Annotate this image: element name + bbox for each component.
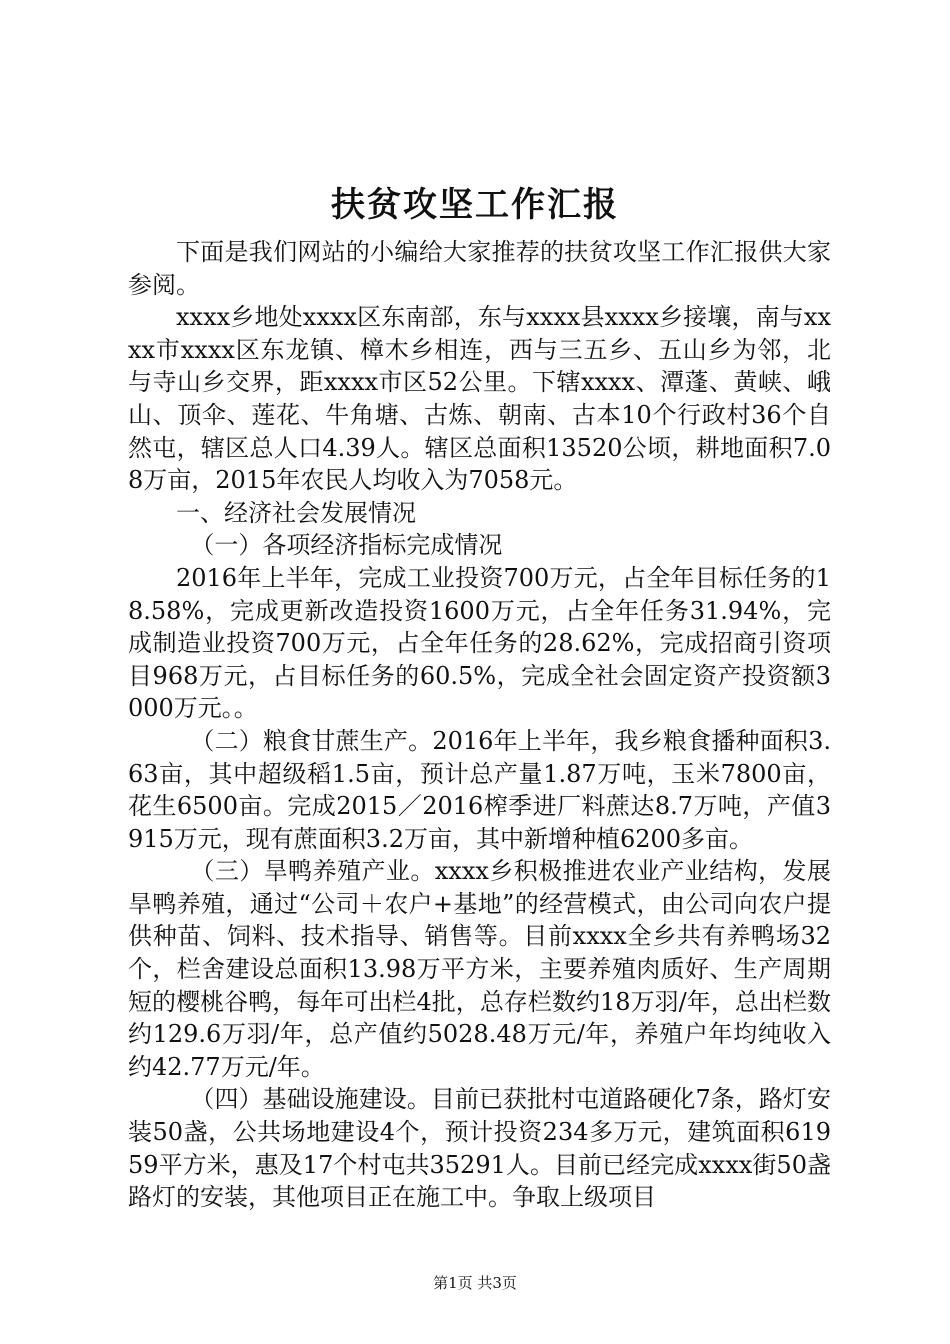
- duck-farming-paragraph: （三）旱鸭养殖产业。xxxx乡积极推进农业产业结构，发展旱鸭养殖，通过“公司＋农户+基地”的经营模式，由公司向农户提供种苗、饲料、技术指导、销售等。目前xxxx全乡共有养鸭场32个，栏舍建设总面积13.98万平方米，主要养殖肉质好、生产周期短的樱桃谷鸭，每年可出栏4批，总存栏数约18万羽/年，总出栏数约129.6万羽/年，总产值约5028.48万元/年，养殖户年均纯收入约42.77万元/年。: [128, 857, 831, 1081]
- intro-paragraph: 下面是我们网站的小编给大家推荐的扶贫攻坚工作汇报供大家参阅。: [128, 238, 831, 299]
- subsection-heading: （一）各项经济指标完成情况: [190, 531, 503, 560]
- document-body: [128, 236, 831, 1214]
- overview-paragraph: xxxx乡地处xxxx区东南部，东与xxxx县xxxx乡接壤，南与xxxx市xxxx区东龙镇、樟木乡相连，西与三五乡、五山乡为邻，北与寺山乡交界，距xxxx市区52公里。下辖xxxx、潭蓬、黄峡、峨山、顶伞、莲花、牛角塘、古炼、朝南、古本10个行政村36个自然屯，辖区总人口4.39人。辖区总面积13520公顷，耕地面积7.08万亩，2015年农民人均收入为7058元。: [128, 303, 831, 495]
- economic-indicators-paragraph: 2016年上半年，完成工业投资700万元，占全年目标任务的18.58%，完成更新改造投资1600万元，占全年任务31.94%，完成制造业投资700万元，占全年任务的28.62%，完成招商引资项目968万元，占目标任务的60.5%，完成全社会固定资产投资额3000万元。。: [128, 563, 831, 723]
- document-title: 扶贫攻坚工作汇报: [331, 185, 619, 225]
- grain-sugarcane-paragraph: （二）粮食甘蔗生产。2016年上半年，我乡粮食播种面积3.63亩，其中超级稻1.5亩，预计总产量1.87万吨，玉米7800亩，花生6500亩。完成2015／2016榨季进厂料蔗达8.7万吨，产值3915万元，现有蔗面积3.2万亩，其中新增种植6200多亩。: [128, 726, 831, 853]
- section-heading: 一、经济社会发展情况: [176, 498, 416, 527]
- page-footer: 第1页 共3页: [433, 1274, 517, 1292]
- infrastructure-paragraph: （四）基础设施建设。目前已获批村屯道路硬化7条，路灯安装50盏，公共场地建设4个，预计投资234多万元，建筑面积61959平方米，惠及17个村屯共35291人。目前已经完成xxxx街50盏路灯的安装，其他项目正在施工中。争取上级项目: [128, 1085, 831, 1212]
